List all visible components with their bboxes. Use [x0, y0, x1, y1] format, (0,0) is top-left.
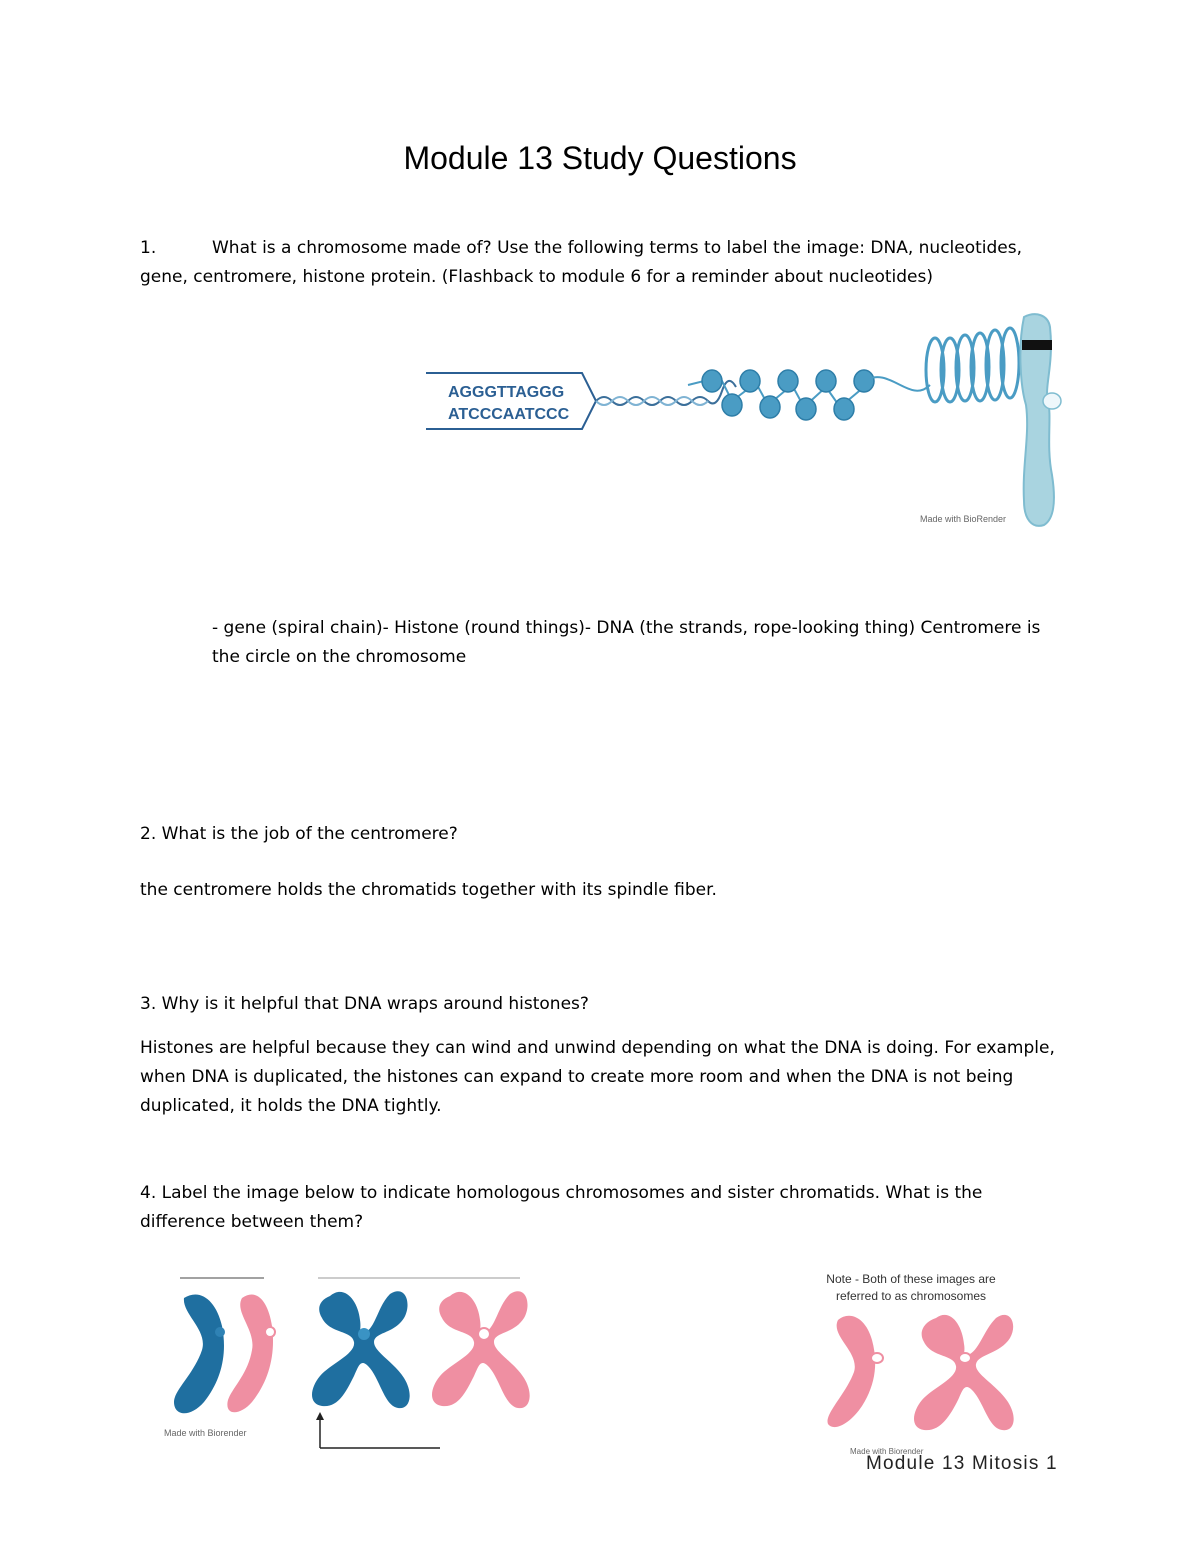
question-3: 3. Why is it helpful that DNA wraps around histones?	[140, 994, 589, 1014]
answer-1: - gene (spiral chain)- Histone (round things)- DNA (the strands, rope-looking thing) Centromere is the circle on the chromosome	[212, 618, 1041, 667]
centromere	[1043, 393, 1061, 409]
pink-single-chromatid	[828, 1316, 876, 1427]
chromatin-coil	[926, 328, 1019, 402]
blue-chromosome-single	[174, 1294, 224, 1413]
histone-nucleosomes	[702, 370, 874, 420]
sequence-top-text: AGGGTTAGGG	[448, 384, 565, 401]
page-title: Module 13 Study Questions	[403, 140, 797, 176]
question-1	[140, 234, 1060, 292]
pink-single-centromere	[871, 1353, 883, 1363]
biorender-credit-2: Made with Biorender	[164, 1428, 247, 1438]
pink-centromere-single	[265, 1327, 275, 1337]
biorender-credit: Made with BioRender	[920, 514, 1007, 524]
chromosome-types-figure	[820, 1310, 1030, 1460]
question-2: 2. What is the job of the centromere?	[140, 824, 458, 844]
histone-2	[722, 394, 742, 416]
pink-chromosome-x	[432, 1291, 530, 1408]
histone-5	[778, 370, 798, 392]
answer-3: Histones are helpful because they can wind and unwind depending on what the DNA is doing. For example, when DNA is duplicated, the histones can expand to create more room and when the DNA is not being duplicated, it holds the DNA tightly.	[140, 1038, 1055, 1116]
histone-7	[816, 370, 836, 392]
question-4: 4. Label the image below to indicate homologous chromosomes and sister chromatids. What is the difference between them?	[140, 1183, 983, 1232]
histone-4	[760, 396, 780, 418]
chromosome-structure-figure	[420, 305, 1070, 535]
answer-2: the centromere holds the chromatids together with its spindle fiber.	[140, 880, 717, 900]
histone-8	[834, 398, 854, 420]
page-footer: Module 13 Mitosis 1	[866, 1453, 1058, 1474]
blue-centromere-x	[358, 1328, 370, 1340]
pink-chromosome-single	[227, 1294, 273, 1412]
pink-x-centromere	[959, 1353, 971, 1363]
blue-centromere-single	[215, 1327, 225, 1337]
sequence-bottom-text: ATCCCAATCCC	[448, 406, 570, 423]
histone-3	[740, 370, 760, 392]
homologous-chromosomes-figure	[160, 1270, 540, 1450]
biorender-credit-3: Made with Biorender	[850, 1447, 924, 1456]
pink-x-chromosome	[914, 1315, 1014, 1430]
histone-6	[796, 398, 816, 420]
gene-band	[1022, 340, 1052, 350]
question-1-text: What is a chromosome made of? Use the following terms to label the image: DNA, nucleotides, gene, centromere, histone protein. (Flashback to module 6 for a reminder about nucleotides)	[140, 238, 1023, 287]
chromosome-note: Note - Both of these images are referred to as chromosomes	[826, 1272, 996, 1303]
pink-centromere-x	[478, 1328, 490, 1340]
histone-1	[702, 370, 722, 392]
question-1-number: 1.	[140, 238, 157, 258]
blue-chromosome-x	[312, 1291, 410, 1408]
